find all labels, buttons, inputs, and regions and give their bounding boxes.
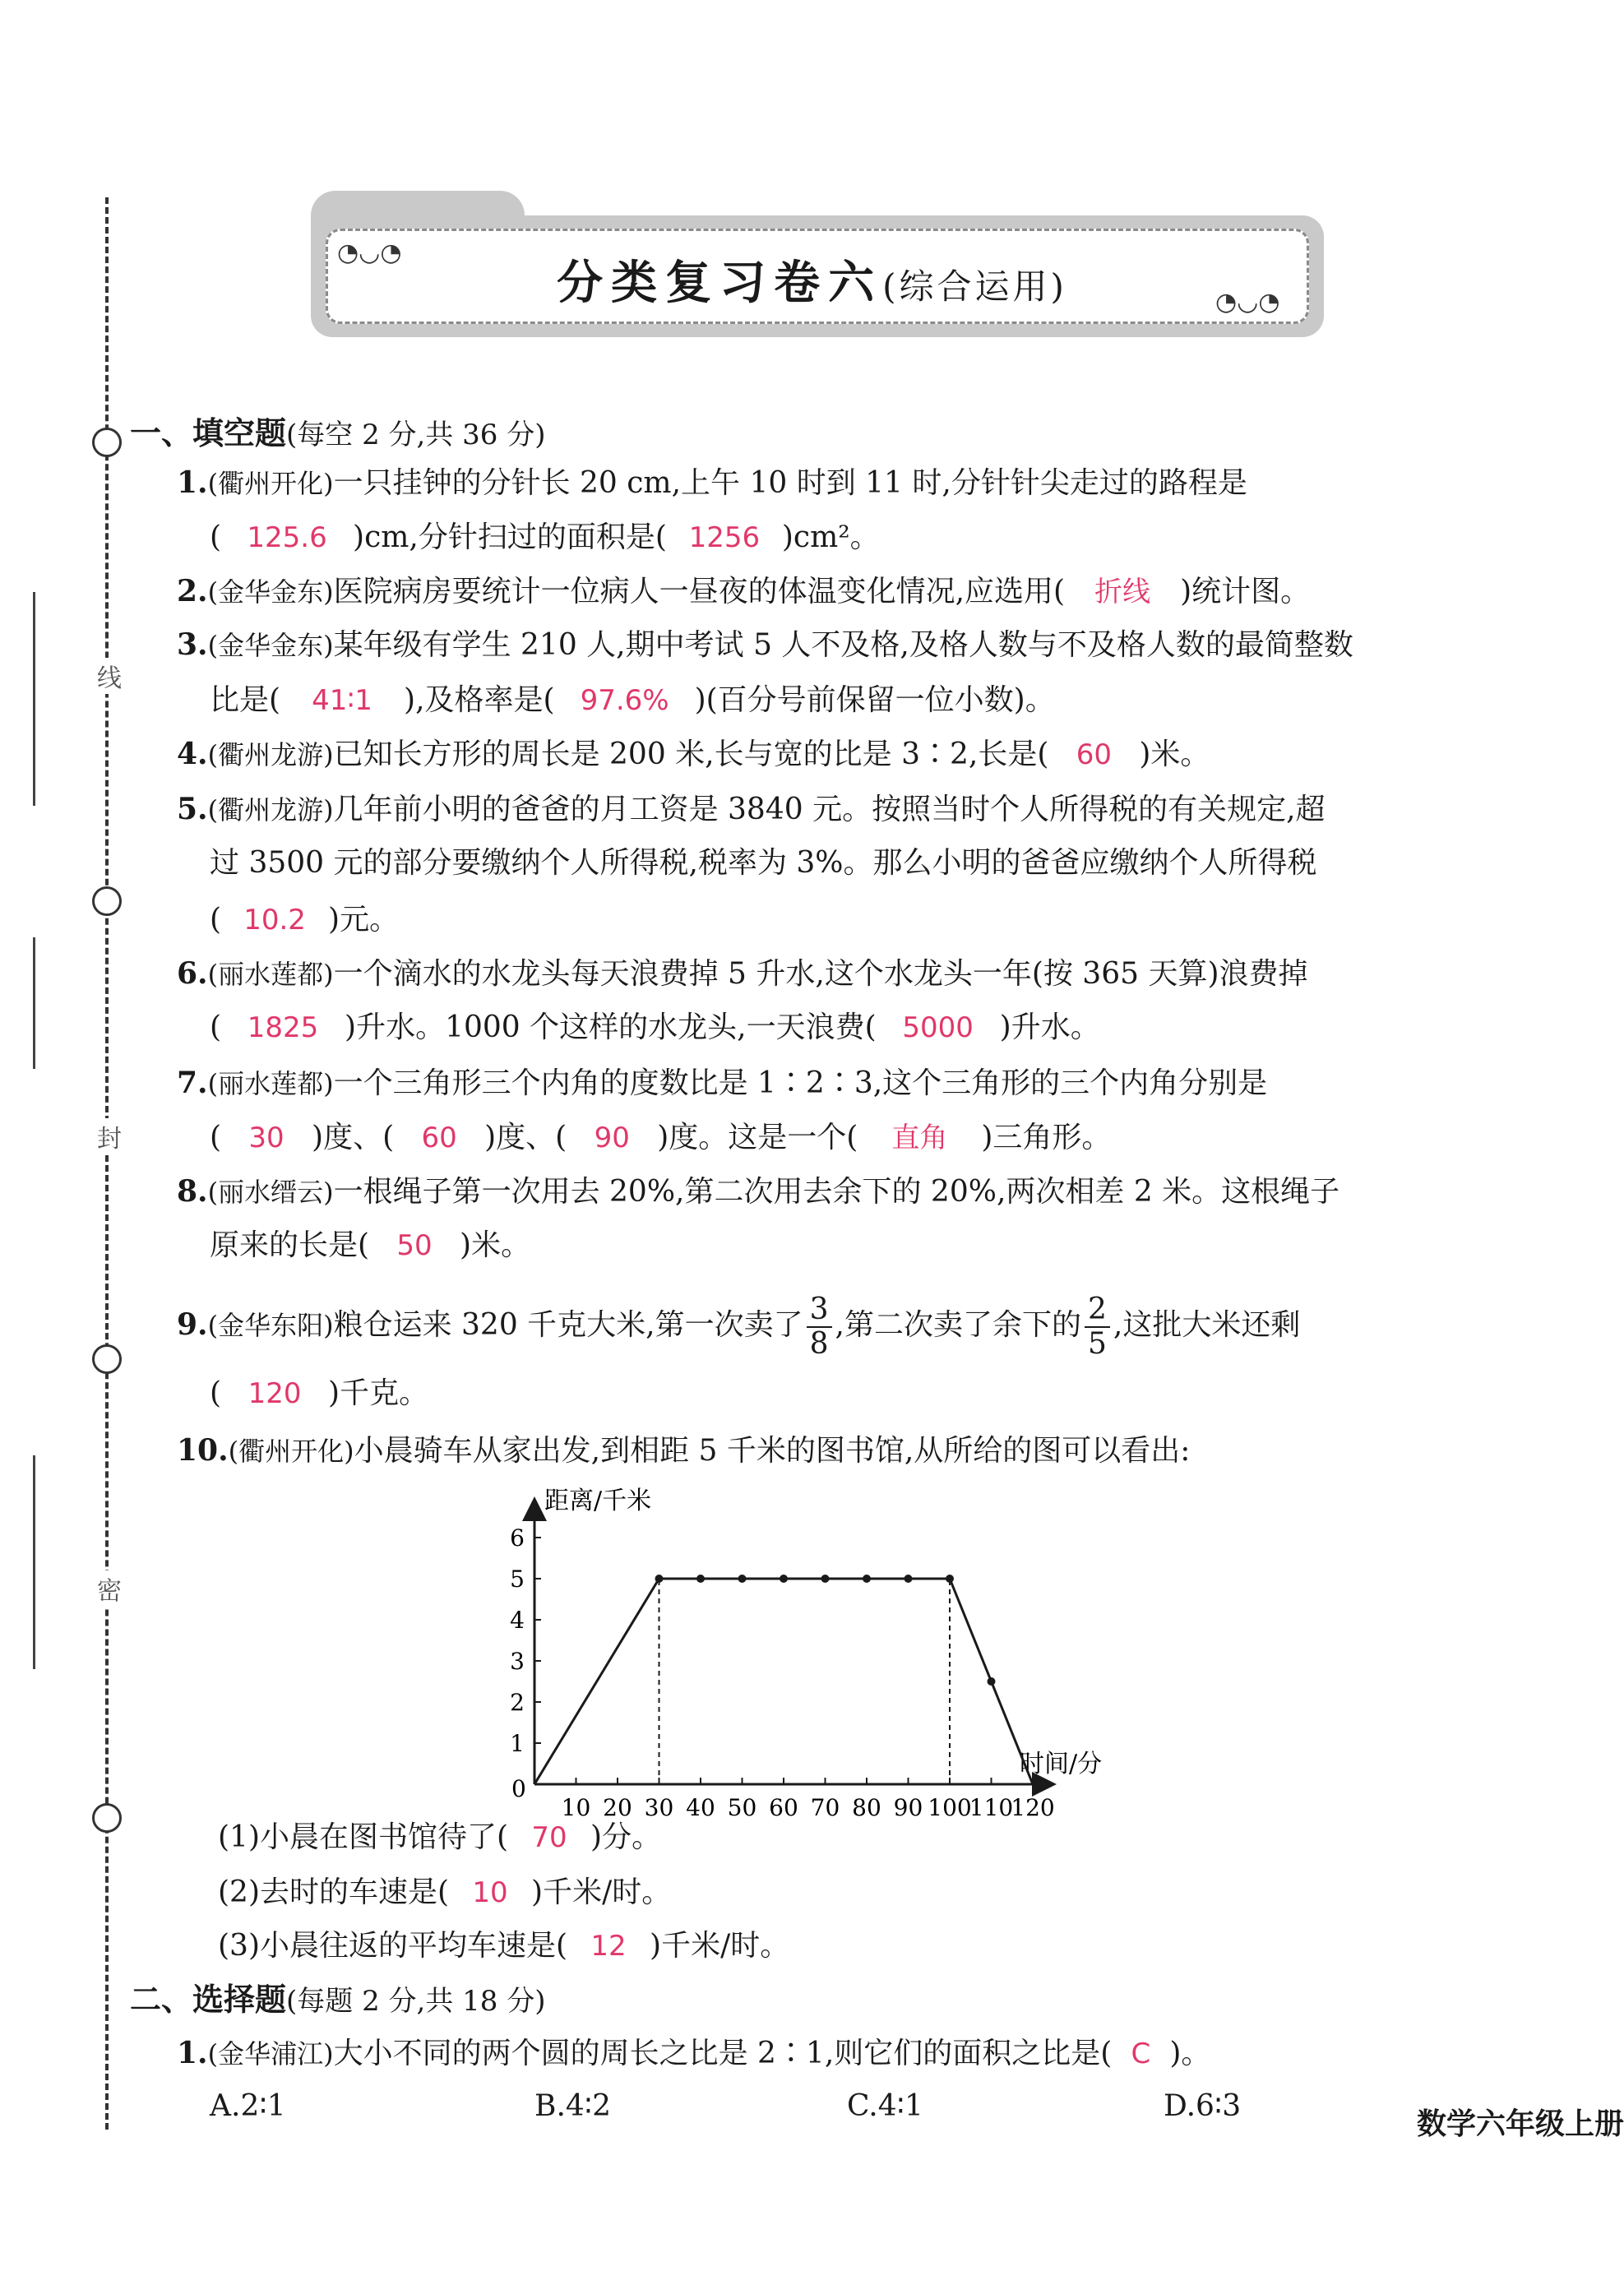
x-tick-label: 60	[769, 1794, 798, 1821]
answer: 1256	[688, 521, 761, 554]
section-1-note: (每空 2 分,共 36 分)	[286, 419, 546, 451]
answer: 120	[248, 1377, 302, 1410]
answer: 90	[594, 1122, 630, 1154]
binding-hole	[92, 1344, 122, 1374]
x-tick-label: 80	[852, 1794, 881, 1821]
question-text: )度。这是一个(	[657, 1121, 858, 1154]
question-10-sub-1	[218, 1820, 661, 1856]
data-point	[863, 1575, 871, 1583]
footer-label: 数学六年级上册	[1416, 2107, 1624, 2141]
question-5-line-3	[210, 902, 399, 938]
question-7-line-2	[210, 1120, 1111, 1156]
data-point	[738, 1575, 747, 1583]
binding-field-line	[33, 937, 35, 1069]
panda-icon: ◔◡◔	[1215, 288, 1280, 317]
section-2-note: (每题 2 分,共 18 分)	[286, 1985, 546, 2018]
paren-open: (	[210, 903, 222, 937]
question-text: 一个三角形三个内角的度数比是 1∶2∶3,这个三角形的三个内角分别是	[333, 1066, 1268, 1100]
answer: C	[1131, 2037, 1151, 2070]
y-tick-label: 2	[510, 1689, 525, 1716]
question-text: (2)去时的车速是(	[218, 1875, 450, 1909]
question-text: 粮仓运来 320 千克大米,第一次卖了	[333, 1308, 803, 1342]
distance-time-chart	[493, 1476, 1118, 1829]
section-2-title: 二、选择题	[130, 1981, 287, 2018]
question-5-line-1	[177, 791, 1326, 828]
paren-open: (	[210, 520, 222, 554]
y-tick-label: 4	[510, 1607, 525, 1634]
question-text: )度、(	[484, 1121, 567, 1154]
answer: 125.6	[247, 521, 327, 554]
x-tick-label: 40	[686, 1794, 715, 1821]
question-text: 几年前小明的爸爸的月工资是 3840 元。按照当时个人所得税的有关规定,超	[333, 793, 1326, 826]
y-tick-label: 1	[510, 1730, 525, 1757]
question-number: 2.	[177, 574, 208, 608]
data-point	[655, 1575, 664, 1583]
data-point	[696, 1575, 705, 1583]
x-tick-label: 20	[603, 1794, 632, 1821]
question-9-line-2	[210, 1376, 428, 1412]
question-source: (衢州开化)	[207, 468, 334, 499]
answer: 70	[531, 1821, 567, 1854]
question-text: )米。	[1139, 738, 1210, 771]
question-text: ,第二次卖了余下的	[835, 1308, 1081, 1342]
answer: 5000	[902, 1011, 974, 1044]
fraction-numerator: 2	[1085, 1293, 1110, 1328]
question-10-sub-2	[218, 1875, 671, 1911]
question-1-line-2	[210, 520, 880, 556]
question-5-line-2	[210, 845, 1317, 881]
question-text: 小晨骑车从家出发,到相距 5 千米的图书馆,从所给的图可以看出:	[354, 1434, 1191, 1468]
binding-dashed-line	[105, 197, 109, 2130]
question-text: )(百分号前保留一位小数)。	[694, 683, 1055, 717]
question-text: 一个滴水的水龙头每天浪费掉 5 升水,这个水龙头一年(按 365 天算)浪费掉	[333, 957, 1308, 991]
answer: 折线	[1094, 576, 1151, 608]
question-number: 3.	[177, 627, 208, 662]
question-source: (丽水莲都)	[207, 959, 334, 990]
x-tick-label: 90	[893, 1794, 923, 1821]
question-number: 1.	[177, 2036, 208, 2070]
question-number: 8.	[177, 1174, 208, 1209]
x-tick-label: 50	[727, 1794, 757, 1821]
answer: 30	[248, 1122, 285, 1154]
question-text: )千克。	[328, 1376, 429, 1410]
question-text: )。	[1169, 2037, 1211, 2070]
fraction-denominator: 5	[1087, 1327, 1107, 1361]
answer: 50	[396, 1229, 433, 1262]
panda-icon: ◔◡◔	[337, 238, 402, 267]
question-text: 某年级有学生 210 人,期中考试 5 人不及格,及格人数与不及格人数的最简整数	[333, 628, 1353, 662]
question-9-line-1	[177, 1288, 1300, 1362]
question-number: 5.	[177, 792, 208, 826]
question-source: (金华东阳)	[207, 1310, 334, 1341]
question-text: )cm²。	[781, 520, 880, 554]
question-text: )元。	[328, 903, 400, 937]
section-1-heading	[130, 415, 545, 453]
fraction	[807, 1293, 832, 1361]
binding-hole	[92, 886, 122, 916]
question-text: 已知长方形的周长是 200 米,长与宽的比是 3∶2,长是(	[333, 738, 1049, 771]
question-text: 一根绳子第一次用去 20%,第二次用去余下的 20%,两次相差 2 米。这根绳子	[333, 1175, 1340, 1209]
data-point	[946, 1575, 954, 1583]
y-tick-label: 3	[510, 1648, 525, 1675]
question-1-line-1	[177, 465, 1247, 502]
x-tick-label: 100	[928, 1794, 972, 1821]
question-3-line-1	[177, 627, 1353, 664]
question-text: )cm,分针扫过的面积是(	[353, 520, 667, 554]
answer: 60	[1076, 738, 1112, 771]
question-number: 1.	[177, 465, 208, 500]
answer: 10.2	[243, 904, 306, 937]
question-number: 9.	[177, 1307, 208, 1342]
question-text: 原来的长是(	[210, 1228, 370, 1262]
data-point	[821, 1575, 830, 1583]
section-2-heading	[130, 1982, 545, 2019]
question-source: (衢州龙游)	[207, 794, 334, 826]
y-axis-label: 距离/千米	[544, 1487, 652, 1515]
title-main: 分类复习卷六	[557, 256, 883, 310]
question-3-line-2	[210, 682, 1055, 719]
question-text: 过 3500 元的部分要缴纳个人所得税,税率为 3%。那么小明的爸爸应缴纳个人所得税	[210, 846, 1317, 880]
y-tick-label: 5	[510, 1566, 525, 1593]
choice-question-1	[177, 2035, 1210, 2072]
question-text: 比是(	[210, 683, 281, 717]
question-source: (金华金东)	[207, 576, 334, 608]
question-text: ),及格率是(	[404, 683, 555, 717]
option-d: D.6∶3	[1164, 2089, 1242, 2123]
question-text: )度、(	[312, 1121, 395, 1154]
fraction-denominator: 8	[809, 1327, 829, 1361]
question-text: )三角形。	[981, 1121, 1112, 1154]
question-text: (1)小晨在图书馆待了(	[218, 1820, 509, 1854]
binding-hole	[92, 1803, 122, 1833]
option-c: C.4∶1	[847, 2089, 923, 2123]
y-tick-label: 6	[510, 1524, 525, 1552]
question-text: )升水。1000 个这样的水龙头,一天浪费(	[345, 1011, 877, 1044]
question-source: (衢州龙游)	[207, 739, 334, 770]
x-axis-label: 时间/分	[1020, 1750, 1103, 1778]
paren-open: (	[210, 1376, 222, 1410]
title-subtitle: (综合运用)	[882, 266, 1067, 307]
answer: 10	[472, 1876, 508, 1909]
question-text: )统计图。	[1180, 575, 1311, 608]
option-b: B.4∶2	[534, 2089, 612, 2123]
answer: 12	[590, 1930, 627, 1963]
question-2	[177, 573, 1310, 610]
origin-label: 0	[511, 1775, 526, 1802]
question-text: (3)小晨往返的平均车速是(	[218, 1929, 568, 1963]
question-8-line-2	[210, 1228, 530, 1264]
fraction-numerator: 3	[807, 1293, 832, 1328]
question-text: )千米/时。	[531, 1875, 672, 1909]
question-6-line-2	[210, 1010, 1100, 1046]
x-tick-label: 10	[561, 1794, 591, 1821]
question-number: 4.	[177, 737, 208, 771]
question-text: )分。	[590, 1820, 662, 1854]
answer: 41∶1	[312, 684, 372, 717]
series-line	[534, 1579, 1033, 1784]
answer: 1825	[247, 1011, 319, 1044]
question-text: 一只挂钟的分针长 20 cm,上午 10 时到 11 时,分针针尖走过的路程是	[333, 466, 1247, 500]
question-text: )升水。	[999, 1011, 1100, 1044]
x-tick-label: 120	[1011, 1794, 1055, 1821]
paren-open: (	[210, 1121, 222, 1154]
question-text: 大小不同的两个圆的周长之比是 2∶1,则它们的面积之比是(	[333, 2037, 1113, 2070]
question-text: )米。	[460, 1228, 531, 1262]
question-text: 医院病房要统计一位病人一昼夜的体温变化情况,应选用(	[333, 575, 1066, 608]
question-text: )千米/时。	[650, 1929, 790, 1963]
x-tick-label: 70	[810, 1794, 840, 1821]
binding-char: 线	[97, 658, 122, 694]
paren-open: (	[210, 1011, 222, 1044]
data-point	[905, 1575, 913, 1583]
answer: 直角	[891, 1122, 948, 1154]
question-source: (丽水莲都)	[207, 1068, 334, 1099]
x-tick-label: 30	[644, 1794, 674, 1821]
binding-char: 密	[97, 1570, 122, 1607]
answer: 60	[421, 1122, 457, 1154]
binding-hole	[92, 428, 122, 457]
binding-field-line	[33, 592, 35, 806]
question-8-line-1	[177, 1173, 1339, 1210]
question-source: (丽水缙云)	[207, 1177, 334, 1208]
binding-char: 封	[97, 1118, 122, 1154]
question-6-line-1	[177, 955, 1308, 992]
question-7-line-1	[177, 1065, 1267, 1102]
question-number: 7.	[177, 1066, 208, 1100]
question-number: 6.	[177, 956, 208, 991]
answer: 97.6%	[580, 684, 669, 717]
x-tick-label: 110	[969, 1794, 1014, 1821]
data-point	[988, 1677, 996, 1686]
data-point	[780, 1575, 788, 1583]
question-text: ,这批大米还剩	[1113, 1308, 1301, 1342]
question-source: (金华浦江)	[207, 2038, 334, 2070]
question-number: 10.	[177, 1433, 229, 1468]
question-10	[177, 1432, 1190, 1469]
question-source: (衢州开化)	[228, 1436, 354, 1467]
section-1-title: 一、填空题	[130, 414, 287, 451]
binding-field-line	[33, 1455, 35, 1669]
page-title	[0, 247, 1624, 312]
question-source: (金华金东)	[207, 630, 334, 661]
question-10-sub-3	[218, 1928, 789, 1964]
option-a: A.2∶1	[210, 2089, 286, 2123]
question-4	[177, 736, 1210, 773]
fraction	[1085, 1293, 1110, 1361]
